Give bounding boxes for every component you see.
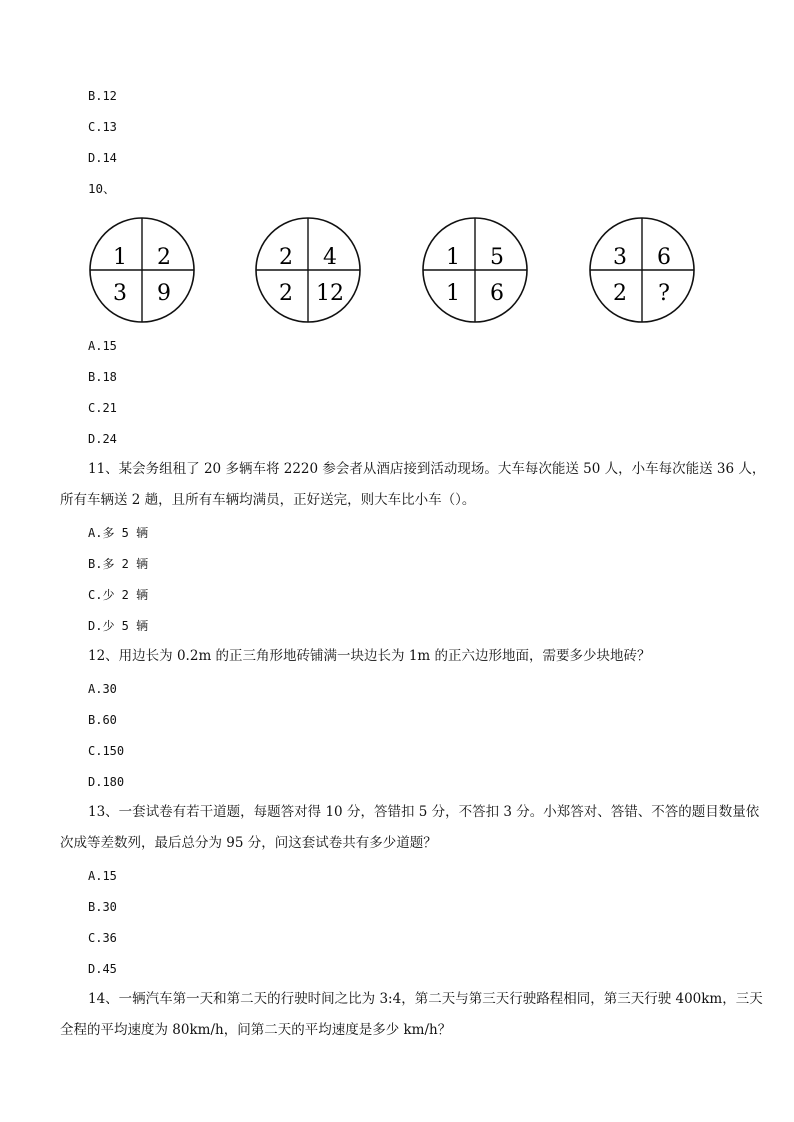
option-c: C.13 bbox=[88, 120, 117, 134]
q13-option-d: D.45 bbox=[88, 962, 117, 976]
q10-option-c: C.21 bbox=[88, 401, 117, 415]
question-13-text: 13、一套试卷有若干道题，每题答对得 10 分，答错扣 5 分，不答扣 3 分。小郑答对、答错、不答的题目数量依次成等差数列，最后总分为 95 分，问这套试卷共有多少道题？ bbox=[60, 804, 760, 851]
circle-2-top-left: 2 bbox=[279, 245, 293, 270]
circle-2-bottom-right: 12 bbox=[316, 281, 344, 306]
q13-option-b: B.30 bbox=[88, 900, 117, 914]
circle-figure-3 bbox=[423, 218, 527, 322]
circle-3-bottom-left: 1 bbox=[446, 281, 460, 306]
circle-figure-1 bbox=[90, 218, 194, 322]
circle-3-top-right: 5 bbox=[490, 245, 504, 270]
question-14-text: 14、一辆汽车第一天和第二天的行驶时间之比为 3:4，第二天与第三天行驶路程相同，第三天行驶 400km，三天全程的平均速度为 80km/h，问第二天的平均速度是多少 km/h？ bbox=[60, 991, 763, 1038]
circle-4-top-left: 3 bbox=[613, 245, 627, 270]
q11-option-b: B.多 2 辆 bbox=[88, 557, 149, 571]
circle-1-top-left: 1 bbox=[113, 245, 127, 270]
circle-4-bottom-left: 2 bbox=[613, 281, 627, 306]
question-11-text: 11、某会务组租了 20 多辆车将 2220 参会者从酒店接到活动现场。大车每次能送 50 人，小车每次能送 36 人，所有车辆送 2 趟，且所有车辆均满员，正好送完，则大车比小车（）。 bbox=[60, 461, 766, 508]
q13-option-c: C.36 bbox=[88, 931, 117, 945]
q12-option-d: D.180 bbox=[88, 775, 125, 789]
q11-option-c: C.少 2 辆 bbox=[88, 588, 149, 602]
circle-4-bottom-right: ? bbox=[658, 281, 670, 306]
q13-option-a: A.15 bbox=[88, 869, 117, 883]
circle-1-top-right: 2 bbox=[157, 245, 171, 270]
circle-2-top-right: 4 bbox=[323, 245, 337, 270]
circle-3-top-left: 1 bbox=[446, 245, 460, 270]
q12-option-b: B.60 bbox=[88, 713, 117, 727]
q10-circle-figures bbox=[84, 212, 704, 332]
question-12-text: 12、用边长为 0.2m 的正三角形地砖铺满一块边长为 1m 的正六边形地面，需要多少块地砖？ bbox=[88, 648, 651, 664]
q11-option-a: A.多 5 辆 bbox=[88, 526, 149, 540]
q10-option-b: B.18 bbox=[88, 370, 117, 384]
option-b: B.12 bbox=[88, 89, 117, 103]
circle-2-bottom-left: 2 bbox=[279, 281, 293, 306]
q12-option-c: C.150 bbox=[88, 744, 125, 758]
q10-option-a: A.15 bbox=[88, 339, 117, 353]
q11-option-d: D.少 5 辆 bbox=[88, 619, 149, 633]
circle-figure-4 bbox=[590, 218, 694, 322]
question-10-number: 10、 bbox=[88, 181, 116, 196]
option-d: D.14 bbox=[88, 151, 117, 165]
circle-4-top-right: 6 bbox=[657, 245, 671, 270]
q10-option-d: D.24 bbox=[88, 432, 117, 446]
circle-1-bottom-right: 9 bbox=[157, 281, 171, 306]
q12-option-a: A.30 bbox=[88, 682, 117, 696]
circle-3-bottom-right: 6 bbox=[490, 281, 504, 306]
circle-figure-2 bbox=[256, 218, 360, 322]
circle-1-bottom-left: 3 bbox=[113, 281, 127, 306]
